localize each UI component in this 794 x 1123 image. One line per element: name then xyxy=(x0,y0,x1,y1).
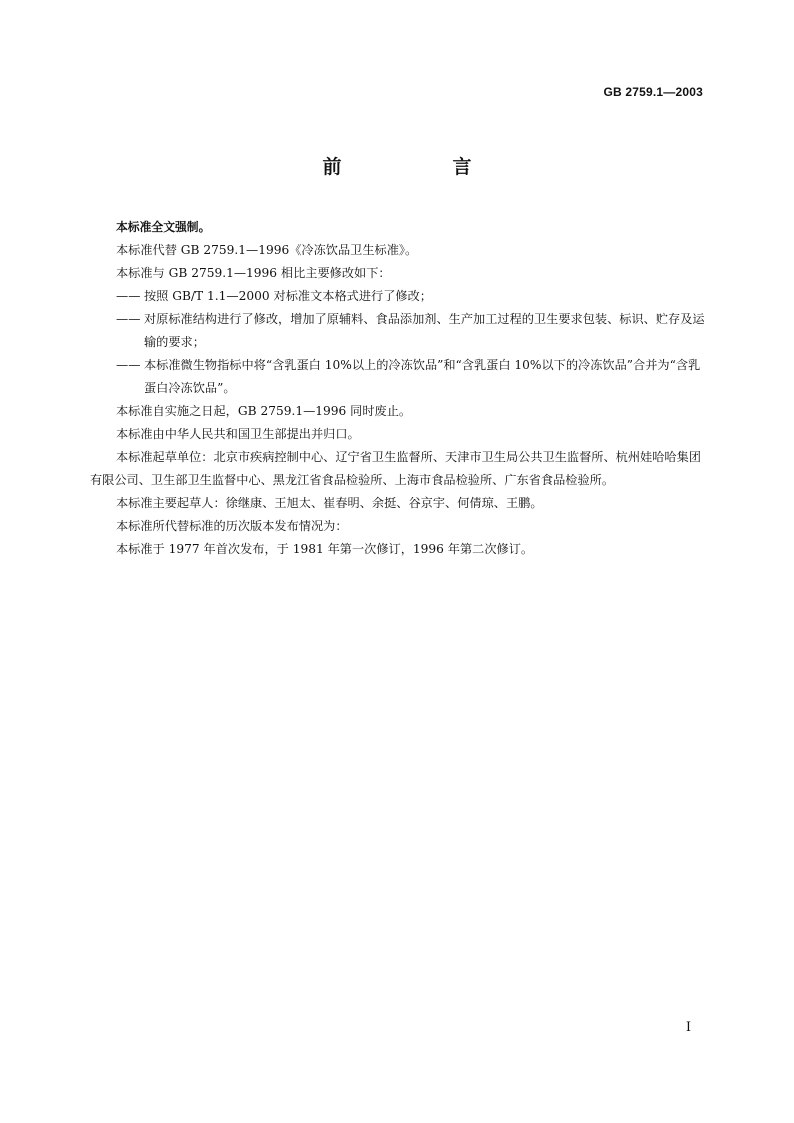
dash-marker: —— xyxy=(116,312,141,326)
change-item-microbial xyxy=(90,354,708,400)
paragraph-history-intro: 本标准所代替标准的历次版本发布情况为： xyxy=(116,519,348,533)
paragraph-abolish: 本标准自实施之日起，GB 2759.1—1996 同时废止。 xyxy=(116,404,412,418)
dash-marker: —— xyxy=(116,358,141,372)
paragraph-proposer: 本标准由中华人民共和国卫生部提出并归口。 xyxy=(116,427,360,441)
page-number: I xyxy=(685,1020,691,1035)
standard-code: GB 2759.1—2003 xyxy=(603,85,703,99)
change-item-format xyxy=(90,285,708,308)
change-item-text: 按照 GB/T 1.1—2000 对标准文本格式进行了修改； xyxy=(144,289,432,303)
paragraph-drafting-units: 本标准起草单位：北京市疾病控制中心、辽宁省卫生监督所、天津市卫生局公共卫生监督所、杭州娃哈哈集团有限公司、卫生部卫生监督中心、黑龙江省食品检验所、上海市食品检验所、广东省食品检验所。 xyxy=(90,450,701,487)
change-item-text: 对原标准结构进行了修改，增加了原辅料、食品添加剂、生产加工过程的卫生要求包装、标识、贮存及运输的要求； xyxy=(144,312,705,349)
paragraph-drafters: 本标准主要起草人：徐继康、王旭太、崔春明、余挺、谷京宇、何倩琼、王鹏。 xyxy=(116,496,543,510)
dash-marker: —— xyxy=(116,289,141,303)
paragraph-history: 本标准于 1977 年首次发布，于 1981 年第一次修订，1996 年第二次修订。 xyxy=(116,542,534,556)
change-item-structure xyxy=(90,308,708,354)
paragraph-replaces: 本标准代替 GB 2759.1—1996《冷冻饮品卫生标准》。 xyxy=(116,243,418,257)
document-body xyxy=(90,216,708,561)
page-title: 前 言 xyxy=(322,156,518,178)
paragraph-changes-intro: 本标准与 GB 2759.1—1996 相比主要修改如下： xyxy=(116,266,391,280)
paragraph-mandatory: 本标准全文强制。 xyxy=(116,220,211,234)
change-item-text: 本标准微生物指标中将“含乳蛋白 10%以上的冷冻饮品”和“含乳蛋白 10%以下的冷冻饮品”合并为“含乳蛋白冷冻饮品”。 xyxy=(144,358,701,395)
